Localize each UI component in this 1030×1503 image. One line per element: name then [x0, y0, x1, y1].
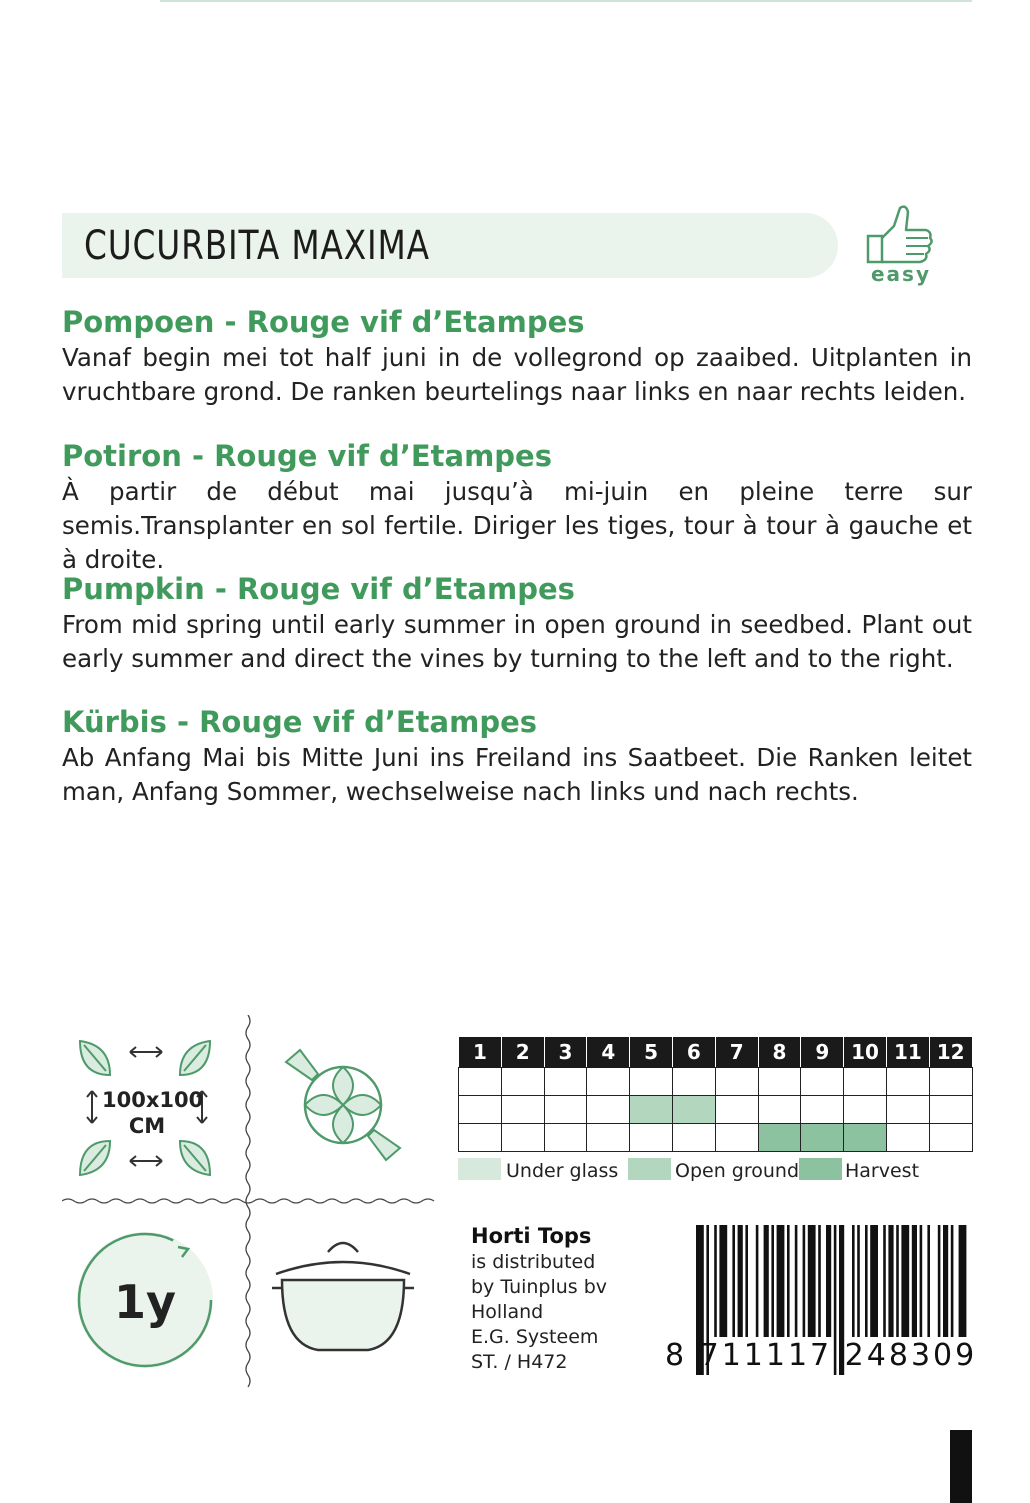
- barcode-bar: [818, 1225, 821, 1337]
- barcode-bar: [732, 1225, 735, 1337]
- calendar-header-row: [459, 1037, 973, 1068]
- calendar-cell: [715, 1068, 758, 1096]
- calendar-cell: [501, 1096, 544, 1124]
- description-title: Pumpkin - Rouge vif d’Etampes: [62, 572, 575, 606]
- calendar-cell: [459, 1096, 502, 1124]
- description-nl: [62, 305, 972, 409]
- distributor-info: [471, 1222, 671, 1375]
- calendar-row-open-ground: [459, 1096, 973, 1124]
- calendar-cell: [459, 1068, 502, 1096]
- month-header: 9: [801, 1037, 844, 1068]
- description-fr: [62, 439, 972, 577]
- barcode-bar: [826, 1225, 831, 1337]
- description-title: Kürbis - Rouge vif d’Etampes: [62, 705, 538, 739]
- calendar-cell: [501, 1124, 544, 1152]
- description-en: [62, 572, 972, 676]
- description-text: À partir de début mai jusqu’à mi-juin en pleine terre sur semis.Transplanter en sol fertile. Diriger les tiges, tour à tour à gauche et à droite.: [62, 477, 972, 574]
- calendar-cell: [929, 1124, 972, 1152]
- legend-swatch: [799, 1158, 842, 1180]
- barcode-bar: [896, 1225, 899, 1337]
- calendar-cell: [587, 1096, 630, 1124]
- calendar-cell: [501, 1068, 544, 1096]
- month-header: 11: [886, 1037, 929, 1068]
- calendar-cell: [544, 1068, 587, 1096]
- calendar-cell: [929, 1096, 972, 1124]
- legend-label: Harvest: [845, 1160, 920, 1182]
- distributor-line: is distributed: [471, 1251, 596, 1273]
- barcode-bar: [870, 1225, 878, 1337]
- barcode-bar: [714, 1225, 717, 1337]
- barcode-bar: [857, 1225, 860, 1337]
- calendar-cell: [758, 1124, 801, 1152]
- calendar-row-harvest: [459, 1124, 973, 1152]
- horizontal-divider: [62, 1196, 438, 1206]
- print-mark: [950, 1430, 972, 1503]
- barcode-bar: [764, 1225, 769, 1337]
- spacing-dimensions: 100x100: [102, 1088, 204, 1112]
- barcode-bar: [959, 1225, 967, 1337]
- month-header: 12: [929, 1037, 972, 1068]
- calendar-cell: [587, 1124, 630, 1152]
- barcode-number: 8 711117 248309: [665, 1338, 978, 1373]
- barcode-bar: [912, 1225, 917, 1337]
- month-header: 3: [544, 1037, 587, 1068]
- barcode-bar: [943, 1225, 948, 1337]
- calendar-cell: [844, 1124, 887, 1152]
- latin-name: CUCURBITA MAXIMA: [84, 223, 430, 269]
- calendar-cell: [886, 1096, 929, 1124]
- barcode-bar: [951, 1225, 954, 1337]
- barcode-bar: [888, 1225, 893, 1337]
- month-header: 4: [587, 1037, 630, 1068]
- barcode-bar: [719, 1225, 727, 1337]
- calendar-cell: [672, 1068, 715, 1096]
- spacing-label: [102, 1087, 204, 1139]
- legend-swatch: [628, 1158, 671, 1180]
- description-text: Ab Anfang Mai bis Mitte Juni ins Freiland ins Saatbeet. Die Ranken leitet man, Anfang Sommer, wechselweise nach links und nach rechts.: [62, 743, 972, 806]
- month-header: 8: [758, 1037, 801, 1068]
- calendar-cell: [544, 1124, 587, 1152]
- description-de: [62, 705, 972, 809]
- barcode-bar: [803, 1225, 806, 1337]
- barcode-bar: [865, 1225, 868, 1337]
- distributor-line: E.G. Systeem: [471, 1326, 599, 1348]
- calendar-cell: [886, 1124, 929, 1152]
- calendar-cell: [630, 1068, 673, 1096]
- legend-item-under-glass: [458, 1158, 618, 1186]
- life-cycle-label: 1y: [114, 1275, 176, 1329]
- barcode-bar: [808, 1225, 816, 1337]
- month-header: 7: [715, 1037, 758, 1068]
- calendar-cell: [801, 1068, 844, 1096]
- barcode-bar: [787, 1225, 790, 1337]
- calendar-cell: [715, 1124, 758, 1152]
- calendar-cell: [630, 1096, 673, 1124]
- distributor-line: Holland: [471, 1301, 544, 1323]
- calendar-cell: [758, 1068, 801, 1096]
- calendar-cell: [630, 1124, 673, 1152]
- month-header: 5: [630, 1037, 673, 1068]
- cooking-pot-icon: [268, 1232, 418, 1362]
- calendar-cell: [801, 1096, 844, 1124]
- sowing-calendar: [458, 1036, 973, 1152]
- calendar-cell: [929, 1068, 972, 1096]
- easy-label: easy: [870, 262, 931, 286]
- barcode-bar: [756, 1225, 759, 1337]
- barcode-bar: [745, 1225, 748, 1337]
- legend-item-harvest: [799, 1158, 969, 1186]
- calendar-row-under-glass: [459, 1068, 973, 1096]
- spacing-unit: CM: [128, 1114, 166, 1138]
- barcode-bar: [777, 1225, 785, 1337]
- barcode-bar: [901, 1225, 909, 1337]
- calendar-cell: [801, 1124, 844, 1152]
- legend-swatch: [458, 1158, 501, 1180]
- month-header: 10: [844, 1037, 887, 1068]
- barcode-bar: [738, 1225, 743, 1337]
- month-header: 1: [459, 1037, 502, 1068]
- calendar-cell: [844, 1068, 887, 1096]
- description-text: Vanaf begin mei tot half juni in de vollegrond op zaaibed. Uitplanten in vruchtbare grond. De ranken beurtelings naar links en naar rechts leiden.: [62, 343, 972, 406]
- calendar-cell: [715, 1096, 758, 1124]
- calendar-cell: [459, 1124, 502, 1152]
- calendar-cell: [844, 1096, 887, 1124]
- distributor-line: by Tuinplus bv: [471, 1276, 608, 1298]
- distributor-line: ST. / H472: [471, 1351, 568, 1373]
- barcode-bar: [938, 1225, 941, 1337]
- calendar-cell: [758, 1096, 801, 1124]
- calendar-cell: [587, 1068, 630, 1096]
- month-header: 2: [501, 1037, 544, 1068]
- candy-icon: [278, 1040, 408, 1170]
- calendar-cell: [886, 1068, 929, 1096]
- description-title: Pompoen - Rouge vif d’Etampes: [62, 305, 585, 339]
- description-text: From mid spring until early summer in open ground in seedbed. Plant out early summer and direct the vines by turning to the left and to the right.: [62, 610, 972, 673]
- legend-label: Under glass: [506, 1160, 619, 1182]
- barcode-bar: [927, 1225, 930, 1337]
- description-title: Potiron - Rouge vif d’Etampes: [62, 439, 552, 473]
- barcode-bar: [795, 1225, 798, 1337]
- calendar-cell: [544, 1096, 587, 1124]
- month-header: 6: [672, 1037, 715, 1068]
- barcode-bar: [883, 1225, 886, 1337]
- legend-label: Open ground: [675, 1160, 800, 1182]
- brand-name: Horti Tops: [471, 1224, 592, 1248]
- calendar-cell: [672, 1096, 715, 1124]
- barcode-bar: [852, 1225, 855, 1337]
- barcode-bar: [771, 1225, 774, 1337]
- barcode-bar: [920, 1225, 923, 1337]
- legend-item-open-ground: [628, 1158, 798, 1186]
- top-divider: [160, 0, 972, 2]
- calendar-cell: [672, 1124, 715, 1152]
